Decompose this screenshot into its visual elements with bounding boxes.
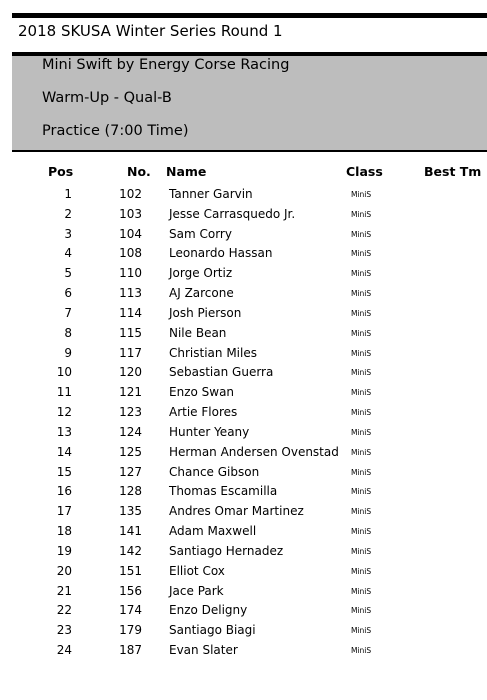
cell-pos: 20 (56, 563, 72, 578)
table-row (0, 501, 487, 521)
cell-name: Leonardo Hassan (169, 246, 273, 261)
table-row (0, 581, 487, 601)
event-title: 2018 SKUSA Winter Series Round 1 (18, 22, 283, 40)
cell-class: MiniS (351, 269, 372, 279)
cell-name: Adam Maxwell (169, 524, 257, 539)
cell-no: 141 (119, 524, 142, 539)
cell-pos: 14 (56, 444, 72, 459)
cell-no: 108 (119, 246, 142, 261)
cell-pos: 11 (56, 385, 72, 400)
cell-no: 104 (119, 226, 142, 241)
cell-class: MiniS (351, 328, 372, 338)
top-rule (12, 13, 487, 18)
table-row (0, 283, 487, 303)
table-row (0, 184, 487, 204)
cell-pos: 9 (64, 345, 72, 360)
cell-no: 142 (119, 543, 142, 558)
cell-no: 113 (119, 286, 142, 301)
practice-title: Practice (7:00 Time) (42, 123, 189, 139)
cell-class: MiniS (351, 348, 372, 358)
cell-class: MiniS (351, 487, 372, 497)
cell-pos: 24 (56, 643, 72, 658)
cell-pos: 15 (56, 464, 72, 479)
cell-class: MiniS (351, 467, 372, 477)
table-row (0, 481, 487, 501)
cell-name: Herman Andersen Ovenstad (169, 444, 339, 459)
table-body (0, 184, 487, 660)
cell-pos: 10 (56, 365, 72, 380)
cell-pos: 16 (56, 484, 72, 499)
cell-no: 135 (119, 504, 142, 519)
cell-no: 187 (119, 643, 142, 658)
cell-pos: 1 (64, 187, 72, 201)
cell-class: MiniS (351, 447, 372, 457)
cell-no: 128 (119, 484, 142, 499)
cell-class: MiniS (351, 427, 372, 437)
cell-class: MiniS (351, 368, 372, 378)
cell-pos: 12 (56, 405, 72, 420)
cell-no: 156 (119, 583, 142, 598)
cell-no: 124 (119, 424, 142, 439)
cell-name: Tanner Garvin (169, 187, 253, 201)
cell-no: 110 (119, 266, 142, 281)
cell-pos: 22 (56, 603, 72, 618)
cell-name: Jace Park (169, 583, 224, 598)
table-row (0, 382, 487, 402)
cell-name: AJ Zarcone (169, 286, 234, 301)
cell-name: Santiago Biagi (169, 623, 256, 638)
cell-pos: 18 (56, 524, 72, 539)
cell-name: Sam Corry (169, 226, 232, 241)
cell-name: Christian Miles (169, 345, 257, 360)
cell-no: 127 (119, 464, 142, 479)
column-header-class: Class (346, 164, 383, 179)
cell-name: Enzo Swan (169, 385, 235, 400)
cell-pos: 7 (64, 305, 72, 320)
cell-pos: 19 (56, 543, 72, 558)
cell-class: MiniS (351, 527, 372, 537)
cell-class: MiniS (351, 229, 372, 239)
cell-name: Hunter Yeany (169, 424, 250, 439)
cell-class: MiniS (351, 646, 372, 656)
cell-name: Thomas Escamilla (169, 484, 278, 499)
cell-name: Josh Pierson (169, 305, 242, 320)
cell-no: 174 (119, 603, 142, 618)
cell-pos: 13 (56, 424, 72, 439)
cell-no: 125 (119, 444, 142, 459)
table-row (0, 323, 487, 343)
table-row (0, 362, 487, 382)
cell-pos: 4 (64, 246, 72, 261)
cell-class: MiniS (351, 209, 372, 219)
table-row (0, 343, 487, 363)
table-row (0, 402, 487, 422)
cell-name: Sebastian Guerra (169, 365, 274, 380)
cell-no: 102 (119, 187, 142, 201)
cell-class: MiniS (351, 507, 372, 517)
cell-no: 115 (119, 325, 142, 340)
cell-class: MiniS (351, 388, 372, 398)
column-header-best-time: Best Tm (424, 164, 482, 179)
table-row (0, 620, 487, 640)
table-row (0, 422, 487, 442)
table-row (0, 541, 487, 561)
cell-class: MiniS (351, 566, 372, 576)
cell-class: MiniS (351, 606, 372, 616)
cell-class: MiniS (351, 249, 372, 259)
panel-bottom-rule (12, 150, 487, 152)
table-row (0, 204, 487, 224)
cell-name: Evan Slater (169, 643, 238, 658)
cell-no: 123 (119, 405, 142, 420)
table-row (0, 600, 487, 620)
cell-no: 151 (119, 563, 142, 578)
cell-class: MiniS (351, 289, 372, 299)
cell-pos: 5 (64, 266, 72, 281)
table-row (0, 263, 487, 283)
cell-name: Elliot Cox (169, 563, 225, 578)
table-row (0, 442, 487, 462)
column-header-no: No. (127, 164, 151, 179)
table-row (0, 224, 487, 244)
cell-no: 120 (119, 365, 142, 380)
cell-pos: 3 (64, 226, 72, 241)
cell-name: Andres Omar Martinez (169, 504, 304, 519)
cell-name: Jorge Ortiz (169, 266, 233, 281)
cell-name: Enzo Deligny (169, 603, 248, 618)
cell-pos: 8 (64, 325, 72, 340)
cell-class: MiniS (351, 546, 372, 556)
column-header-name: Name (166, 164, 207, 179)
cell-no: 179 (119, 623, 142, 638)
cell-pos: 21 (56, 583, 72, 598)
cell-name: Santiago Hernadez (169, 543, 284, 558)
cell-pos: 23 (56, 623, 72, 638)
table-row (0, 303, 487, 323)
table-row (0, 640, 487, 660)
table-row (0, 561, 487, 581)
cell-no: 103 (119, 206, 142, 221)
cell-name: Artie Flores (169, 405, 238, 420)
cell-class: MiniS (351, 308, 372, 318)
session-title: Warm-Up - Qual-B (42, 90, 172, 106)
cell-pos: 17 (56, 504, 72, 519)
cell-name: Jesse Carrasquedo Jr. (169, 206, 296, 221)
table-row (0, 462, 487, 482)
cell-class: MiniS (351, 586, 372, 596)
cell-name: Nile Bean (169, 325, 227, 340)
cell-class: MiniS (351, 408, 372, 418)
table-row (0, 243, 487, 263)
class-title: Mini Swift by Energy Corse Racing (42, 57, 290, 73)
cell-pos: 6 (64, 286, 72, 301)
column-header-pos: Pos (48, 164, 74, 179)
cell-no: 114 (119, 305, 142, 320)
cell-pos: 2 (64, 206, 72, 221)
cell-class: MiniS (351, 626, 372, 636)
cell-no: 121 (119, 385, 142, 400)
table-row (0, 521, 487, 541)
cell-no: 117 (119, 345, 142, 360)
cell-name: Chance Gibson (169, 464, 260, 479)
cell-class: MiniS (351, 190, 372, 199)
